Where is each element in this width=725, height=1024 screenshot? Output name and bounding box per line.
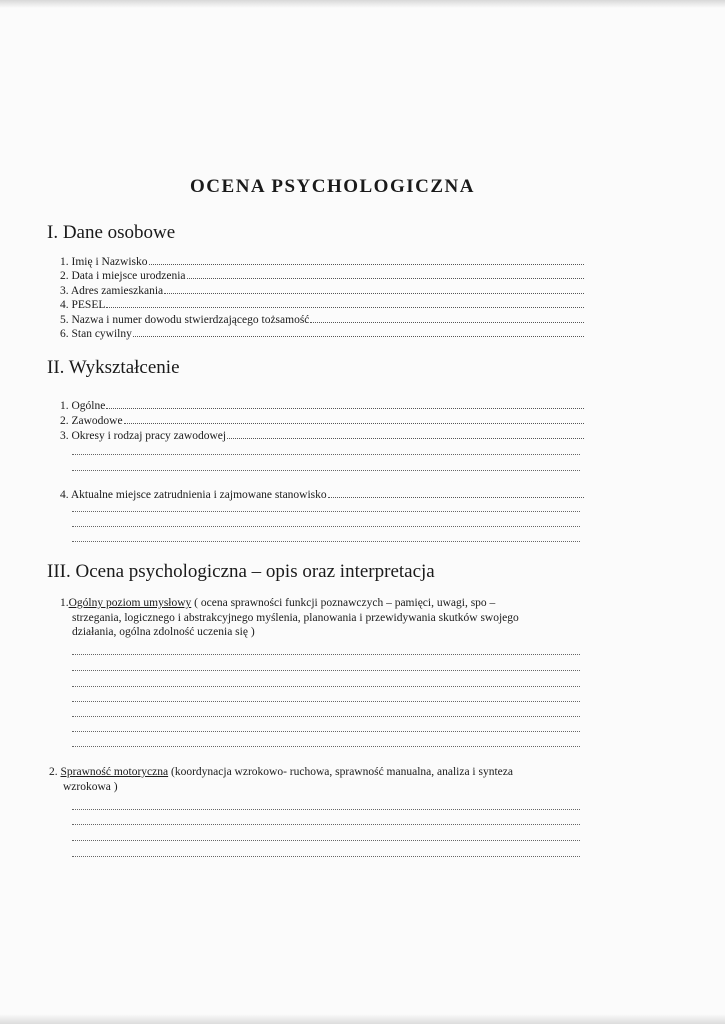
item-cognitive-level: 1.Ogólny poziom umysłowy ( ocena sprawności funkcji poznawczych – pamięci, uwagi, spo – strzegania, logicznego i abstrakcyjnego myślenia, planowania i przewidywania skutków swojego działania, ogólna zdolność uczenia się ) [60, 597, 519, 638]
blank-line [72, 470, 580, 471]
field-marital-status: 6. Stan cywilny [60, 326, 584, 340]
blank-line [72, 716, 580, 717]
blank-line [72, 701, 580, 702]
blank-line [72, 541, 580, 542]
section-2-heading: II. Wykształcenie [47, 357, 180, 378]
field-address: 3. Adres zamieszkania [60, 283, 584, 297]
field-vocational-education: 2. Zawodowe [60, 413, 584, 427]
scan-edge-bottom [0, 1014, 725, 1024]
section-1-heading: I. Dane osobowe [47, 222, 176, 243]
blank-line [72, 654, 580, 655]
scan-edge-top [0, 0, 725, 8]
blank-line [72, 526, 580, 527]
field-general-education: 1. Ogólne [60, 398, 584, 412]
blank-line [72, 731, 580, 732]
field-current-employment: 4. Aktualne miejsce zatrudnienia i zajmowane stanowisko [60, 487, 584, 501]
blank-line [72, 824, 580, 825]
blank-line [72, 856, 580, 857]
field-birth: 2. Data i miejsce urodzenia [60, 268, 584, 282]
blank-line [72, 809, 580, 810]
blank-line [72, 670, 580, 671]
blank-line [72, 840, 580, 841]
item-motor-skills: 2. Sprawność motoryczna (koordynacja wzrokowo- ruchowa, sprawność manualna, analiza i synteza wzrokowa ) [49, 766, 513, 793]
blank-line [72, 511, 580, 512]
field-work-periods: 3. Okresy i rodzaj pracy zawodowej [60, 428, 584, 442]
field-pesel: 4. PESEL [60, 297, 584, 311]
field-name: 1. Imię i Nazwisko [60, 254, 584, 268]
blank-line [72, 686, 580, 687]
page-title: OCENA PSYCHOLOGICZNA [190, 176, 475, 197]
blank-line [72, 454, 580, 455]
field-id-document: 5. Nazwa i numer dowodu stwierdzającego tożsamość [60, 312, 584, 326]
section-3-heading: III. Ocena psychologiczna – opis oraz interpretacja [47, 561, 435, 582]
blank-line [72, 746, 580, 747]
